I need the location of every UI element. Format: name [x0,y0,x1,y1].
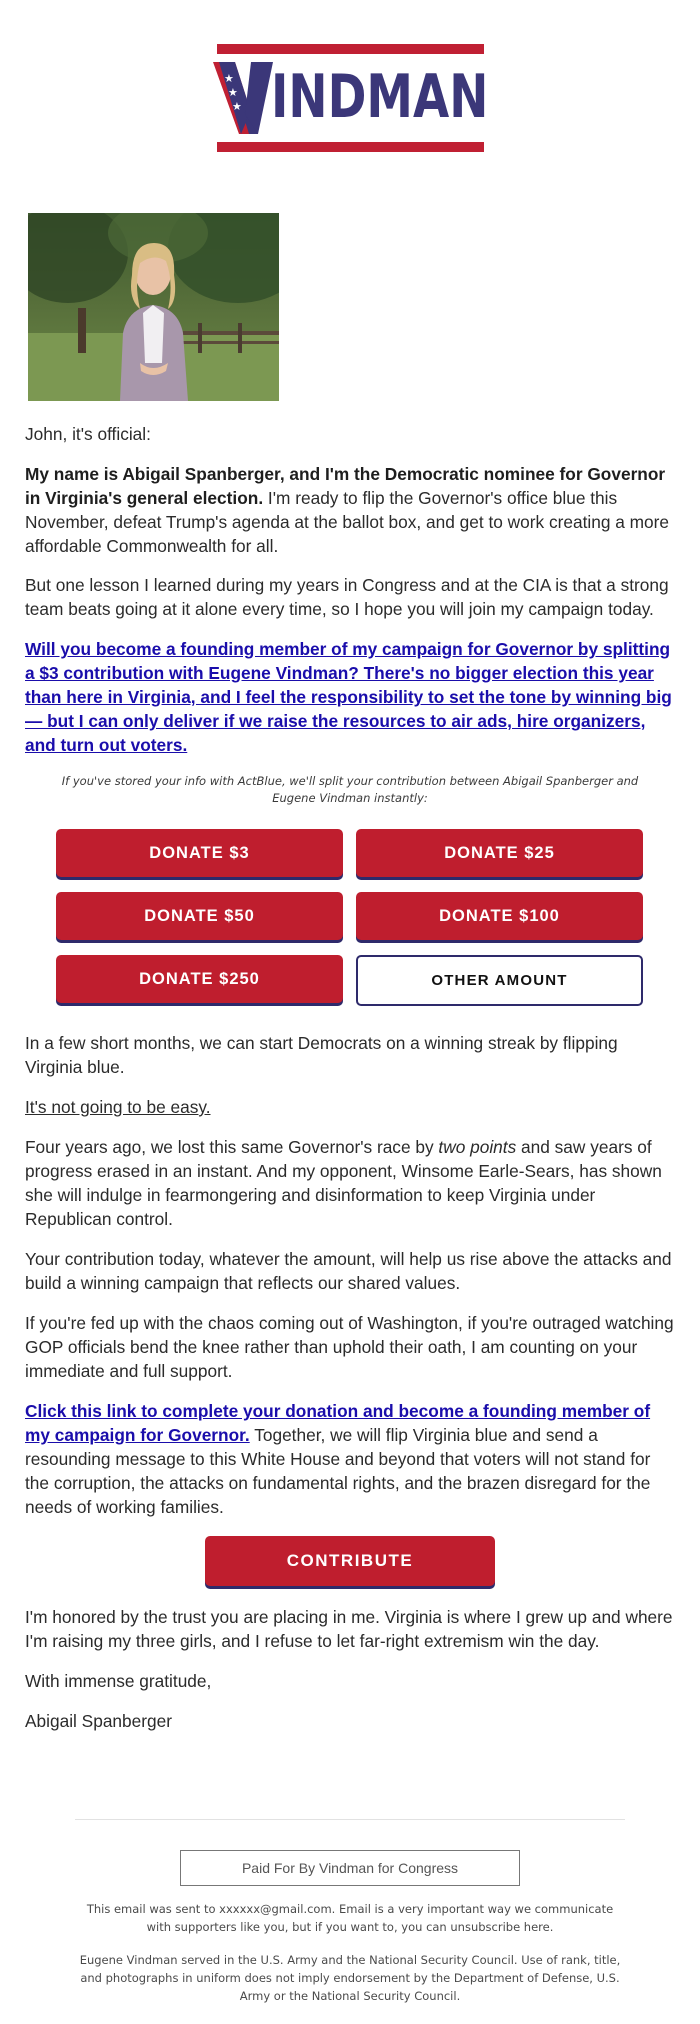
candidate-photo [28,213,279,401]
logo-bottom-stripe [217,142,484,152]
paragraph-intro [25,462,675,558]
signature: Abigail Spanberger [25,1711,172,1731]
paragraph-click-link [25,1399,675,1519]
not-easy-link[interactable]: It's not going to be easy. [25,1097,211,1117]
svg-text:★: ★ [228,86,238,99]
four-years-text-b: and saw years of progress erased in an instant. And my opponent, Winsome Earle-Sears, has shown she will indulge in fearmongering and disinformation to keep Virginia under Republican control. [25,1137,662,1229]
paragraph-four-years [25,1135,675,1231]
paragraph-ask [25,637,675,757]
sent-to-text-b[interactable]: . Email is a very important way we communicate with supporters like you, but if you want to, you can unsubscribe here. [146,1902,614,1934]
svg-text:★: ★ [232,100,242,113]
actblue-note: If you've stored your info with ActBlue, we'll split your contribution between Abigail Spanberger and Eugene Vindman instantly: [61,774,639,805]
contribute-button[interactable]: CONTRIBUTE [205,1536,495,1586]
footer-sent-to [75,1900,625,1936]
donate-100-button[interactable]: DONATE $100 [356,892,643,940]
paragraph-winning-streak: In a few short months, we can start Democrats on a winning streak by flipping Virginia blue. [25,1033,618,1077]
recipient-email: xxxxxx@gmail.com [219,1902,332,1916]
donate-50-button[interactable]: DONATE $50 [56,892,343,940]
donate-25-button[interactable]: DONATE $25 [356,829,643,877]
intro-text: I'm ready to flip the Governor's office blue this November, defeat Trump's agenda at the ballot box, and get to work creating a more affordable Commonwealth for all. [25,488,670,556]
paragraph-contribution: Your contribution today, whatever the amount, will help us rise above the attacks and build a winning campaign that reflects our shared values. [25,1249,672,1293]
closing: With immense gratitude, [25,1671,212,1691]
footer-disclaimer: Eugene Vindman served in the U.S. Army and the National Security Council. Use of rank, title, and photographs in uniform does not imply endorsement by the Department of Defense, U.S. Army or the National Security Council. [79,1953,621,2003]
four-years-text-a: Four years ago, we lost this same Governor's race by [25,1137,439,1157]
donate-3-button[interactable]: DONATE $3 [56,829,343,877]
vindman-logo[interactable] [213,40,488,156]
paid-for-box: Paid For By Vindman for Congress [180,1850,520,1886]
svg-text:★: ★ [224,72,234,85]
greeting: John, it's official: [25,424,151,444]
logo-v-stars-mark [213,62,273,134]
click-link-text: Together, we will flip Virginia blue and send a resounding message to this White House and beyond that voters will not stand for the corruption, the attacks on fundamental rights, and the brazen disregard for the needs of working families. [25,1425,651,1517]
complete-donation-link[interactable]: Click this link to complete your donation and become a founding member of my campaign for Governor. [25,1401,651,1445]
paragraph-fed-up: If you're fed up with the chaos coming out of Washington, if you're outraged watching GOP officials bend the knee rather than uphold their oath, I am counting on your immediate and full support. [25,1313,674,1381]
footer-divider [75,1819,625,1820]
logo-wordmark: INDMAN [271,62,489,132]
logo-top-stripe [217,44,484,54]
intro-bold-text: My name is Abigail Spanberger, and I'm the Democratic nominee for Governor in Virginia's general election. [25,464,666,508]
other-amount-button[interactable]: OTHER AMOUNT [356,955,643,1006]
paragraph-not-easy [25,1095,675,1119]
four-years-emphasis: two points [438,1137,517,1157]
paragraph-team: But one lesson I learned during my years in Congress and at the CIA is that a strong team beats going at it alone every time, so I hope you will join my campaign today. [25,575,669,619]
founding-member-link[interactable]: Will you become a founding member of my campaign for Governor by splitting a $3 contribution with Eugene Vindman? There's no bigger election this year than here in Virginia, and I feel the responsibility to set the tone by winning big — but I can only deliver if we raise the resources to air ads, hire organizers, and turn out voters. [25,639,672,755]
donate-250-button[interactable]: DONATE $250 [56,955,343,1003]
paragraph-honored: I'm honored by the trust you are placing in me. Virginia is where I grew up and where I'm raising my three girls, and I refuse to let far-right extremism win the day. [25,1607,673,1651]
sent-to-text-a: This email was sent to [86,1902,220,1916]
